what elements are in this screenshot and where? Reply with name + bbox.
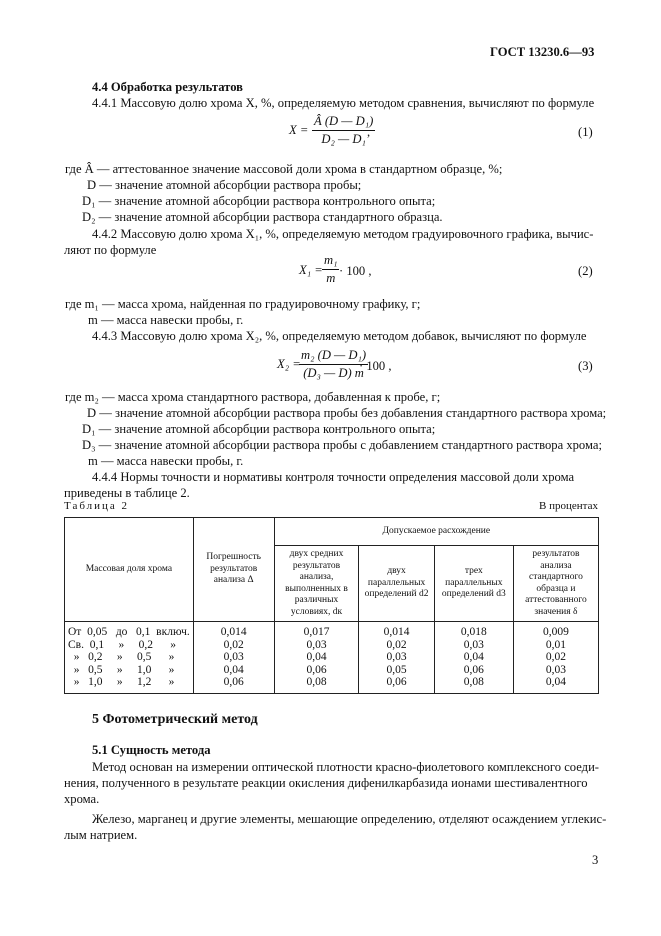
formula-2-lhs: X₁ = xyxy=(299,263,323,277)
para-5-1-line-2: нения, полученного в результате реакции окисления дифенилкарбазида ионами шестивалентного xyxy=(64,776,588,790)
formula-3-lhs: X₂ = xyxy=(277,357,301,371)
table-caption: Таблица 2 xyxy=(64,500,130,512)
header-dk: двух средних результатов анализа, выполненных в различных условиях, dк xyxy=(274,546,359,622)
table-2 xyxy=(64,517,599,694)
cell-d3: 0,04 xyxy=(463,651,484,664)
where-1-line-2: D — значение атомной абсорбции раствора пробы; xyxy=(87,178,362,192)
para-4-4-4-line-1: 4.4.4 Нормы точности и нормативы контроля точности определения массовой доли хрома xyxy=(92,470,575,484)
para-4-4-4-line-2: приведены в таблице 2. xyxy=(64,486,190,500)
formula-2-fraction xyxy=(322,252,339,287)
header-error-delta: Погрешность результатов анализа Δ xyxy=(193,518,274,622)
cell-small-delta: 0,009 xyxy=(543,626,569,638)
cell-dk: 0,04 xyxy=(306,651,327,664)
where-3-line-4: D₃ — значение атомной абсорбции раствора пробы с добавлением стандартного раствора хрома; xyxy=(82,438,602,452)
table-row-range: От 0,05 до 0,1 включ. xyxy=(68,626,190,638)
cell-small-delta: 0,03 xyxy=(545,663,567,676)
para-4-4-3: 4.4.3 Массовую долю хрома X₂, %, определяемую методом добавок, вычисляют по формуле xyxy=(92,329,587,343)
table-row-range: » 1,0 » 1,2 » xyxy=(68,676,175,689)
formula-3-tail: · 100 , xyxy=(359,359,392,373)
cell-d2: 0,02 xyxy=(386,638,407,651)
cell-d3: 0,08 xyxy=(463,676,484,689)
cell-delta: 0,06 xyxy=(223,676,244,689)
para-4-4-1: 4.4.1 Массовую долю хрома X, %, определяемую методом сравнения, вычисляют по формуле xyxy=(92,96,595,110)
header-mass-fraction: Массовая доля хрома xyxy=(65,518,194,622)
table-units: В процентах xyxy=(539,500,598,512)
cell-dk: 0,03 xyxy=(306,638,327,651)
where-1-line-1: где Â — аттестованное значение массовой доли хрома в стандартном образце, %; xyxy=(65,162,503,176)
header-d2: двух параллельных определений d2 xyxy=(359,546,434,622)
where-2-line-2: m — масса навески пробы, г. xyxy=(88,313,244,327)
cell-d3: 0,018 xyxy=(460,626,487,638)
cell-dk: 0,017 xyxy=(303,626,330,638)
cell-small-delta: 0,02 xyxy=(545,651,567,664)
table-bottom-rule xyxy=(64,693,599,694)
where-1-line-3: D₁ — значение атомной абсорбции раствора контрольного опыта; xyxy=(82,194,436,208)
header-allowed-discrepancy: Допускаемое расхождение xyxy=(274,518,598,546)
where-1-line-4: D₂ — значение атомной абсорбции раствора стандартного образца. xyxy=(82,210,443,224)
formula-3-number: (3) xyxy=(578,359,593,373)
para-5-1-line-1: Метод основан на измерении оптической плотности красно-фиолетового комплексного соеди- xyxy=(92,760,600,774)
where-3-line-3: D₁ — значение атомной абсорбции раствора контрольного опыта; xyxy=(82,422,436,436)
formula-3-denominator: (D₃ — D) m xyxy=(303,366,364,380)
cell-d2: 0,014 xyxy=(383,626,410,638)
cell-d2: 0,03 xyxy=(386,651,407,664)
para-5-1-line-3: хрома. xyxy=(64,792,100,806)
section-5-1-title: 5.1 Сущность метода xyxy=(92,743,211,757)
formula-1-number: (1) xyxy=(578,125,593,139)
cell-d2: 0,06 xyxy=(386,676,407,689)
formula-1-tail: , xyxy=(367,125,371,139)
para-5-2-line-2: лым натрием. xyxy=(64,828,138,842)
cell-dk: 0,06 xyxy=(306,663,327,676)
formula-1-fraction xyxy=(312,113,375,148)
cell-delta: 0,03 xyxy=(223,651,244,664)
standard-number: ГОСТ 13230.6—93 xyxy=(490,45,595,59)
where-3-line-1: где m₂ — масса хрома стандартного раствора, добавленная к пробе, г; xyxy=(65,390,441,404)
cell-delta: 0,02 xyxy=(223,638,244,651)
column-small-delta xyxy=(513,622,598,694)
cell-delta: 0,04 xyxy=(223,663,244,676)
cell-small-delta: 0,04 xyxy=(545,676,567,689)
section-5-title: 5 Фотометрический метод xyxy=(92,712,258,727)
column-range xyxy=(65,622,194,694)
section-4-4-title: 4.4 Обработка результатов xyxy=(92,80,243,94)
where-3-line-5: m — масса навески пробы, г. xyxy=(88,454,244,468)
page-number: 3 xyxy=(592,853,599,867)
formula-2-number: (2) xyxy=(578,264,593,278)
para-5-2-line-1: Железо, марганец и другие элементы, мешающие определению, отделяют осаждением углекис- xyxy=(92,812,607,826)
column-d2 xyxy=(359,622,434,694)
formula-1-lhs: X = xyxy=(289,123,309,137)
table-row-range: » 0,5 » 1,0 » xyxy=(68,663,175,676)
cell-delta: 0,014 xyxy=(220,626,247,638)
para-4-4-2-line-1: 4.4.2 Массовую долю хрома X₁, %, определяемую методом градуировочного графика, вычис- xyxy=(92,227,594,241)
cell-dk: 0,08 xyxy=(306,676,327,689)
formula-1-numerator: Â (D — D₁) xyxy=(312,113,375,131)
column-dk xyxy=(274,622,359,694)
header-small-delta: результатов анализа стандартного образца и аттестованного значения δ xyxy=(513,546,598,622)
where-2-line-1: где m₁ — масса хрома, найденная по градуировочному графику, г; xyxy=(65,297,421,311)
formula-3-numerator: m₂ (D — D₁) xyxy=(299,347,368,365)
table-row-range: Св. 0,1 » 0,2 » xyxy=(68,638,176,651)
cell-d3: 0,06 xyxy=(463,663,484,676)
table-row-range: » 0,2 » 0,5 » xyxy=(68,651,175,664)
cell-small-delta: 0,01 xyxy=(545,638,567,651)
formula-1-denominator: D₂ — D₁ xyxy=(321,132,366,146)
cell-d2: 0,05 xyxy=(386,663,407,676)
formula-2-denominator: m xyxy=(326,271,336,285)
column-d3 xyxy=(434,622,513,694)
para-4-4-2-line-2: ляют по формуле xyxy=(64,243,157,257)
column-delta xyxy=(193,622,274,694)
where-3-line-2: D — значение атомной абсорбции раствора пробы без добавления стандартного раствора хрома; xyxy=(87,406,607,420)
formula-3-fraction xyxy=(299,347,368,382)
header-d3: трех параллельных определений d3 xyxy=(434,546,513,622)
cell-d3: 0,03 xyxy=(463,638,484,651)
formula-2-numerator: m₁ xyxy=(322,252,339,270)
formula-2-tail: · 100 , xyxy=(339,264,372,278)
